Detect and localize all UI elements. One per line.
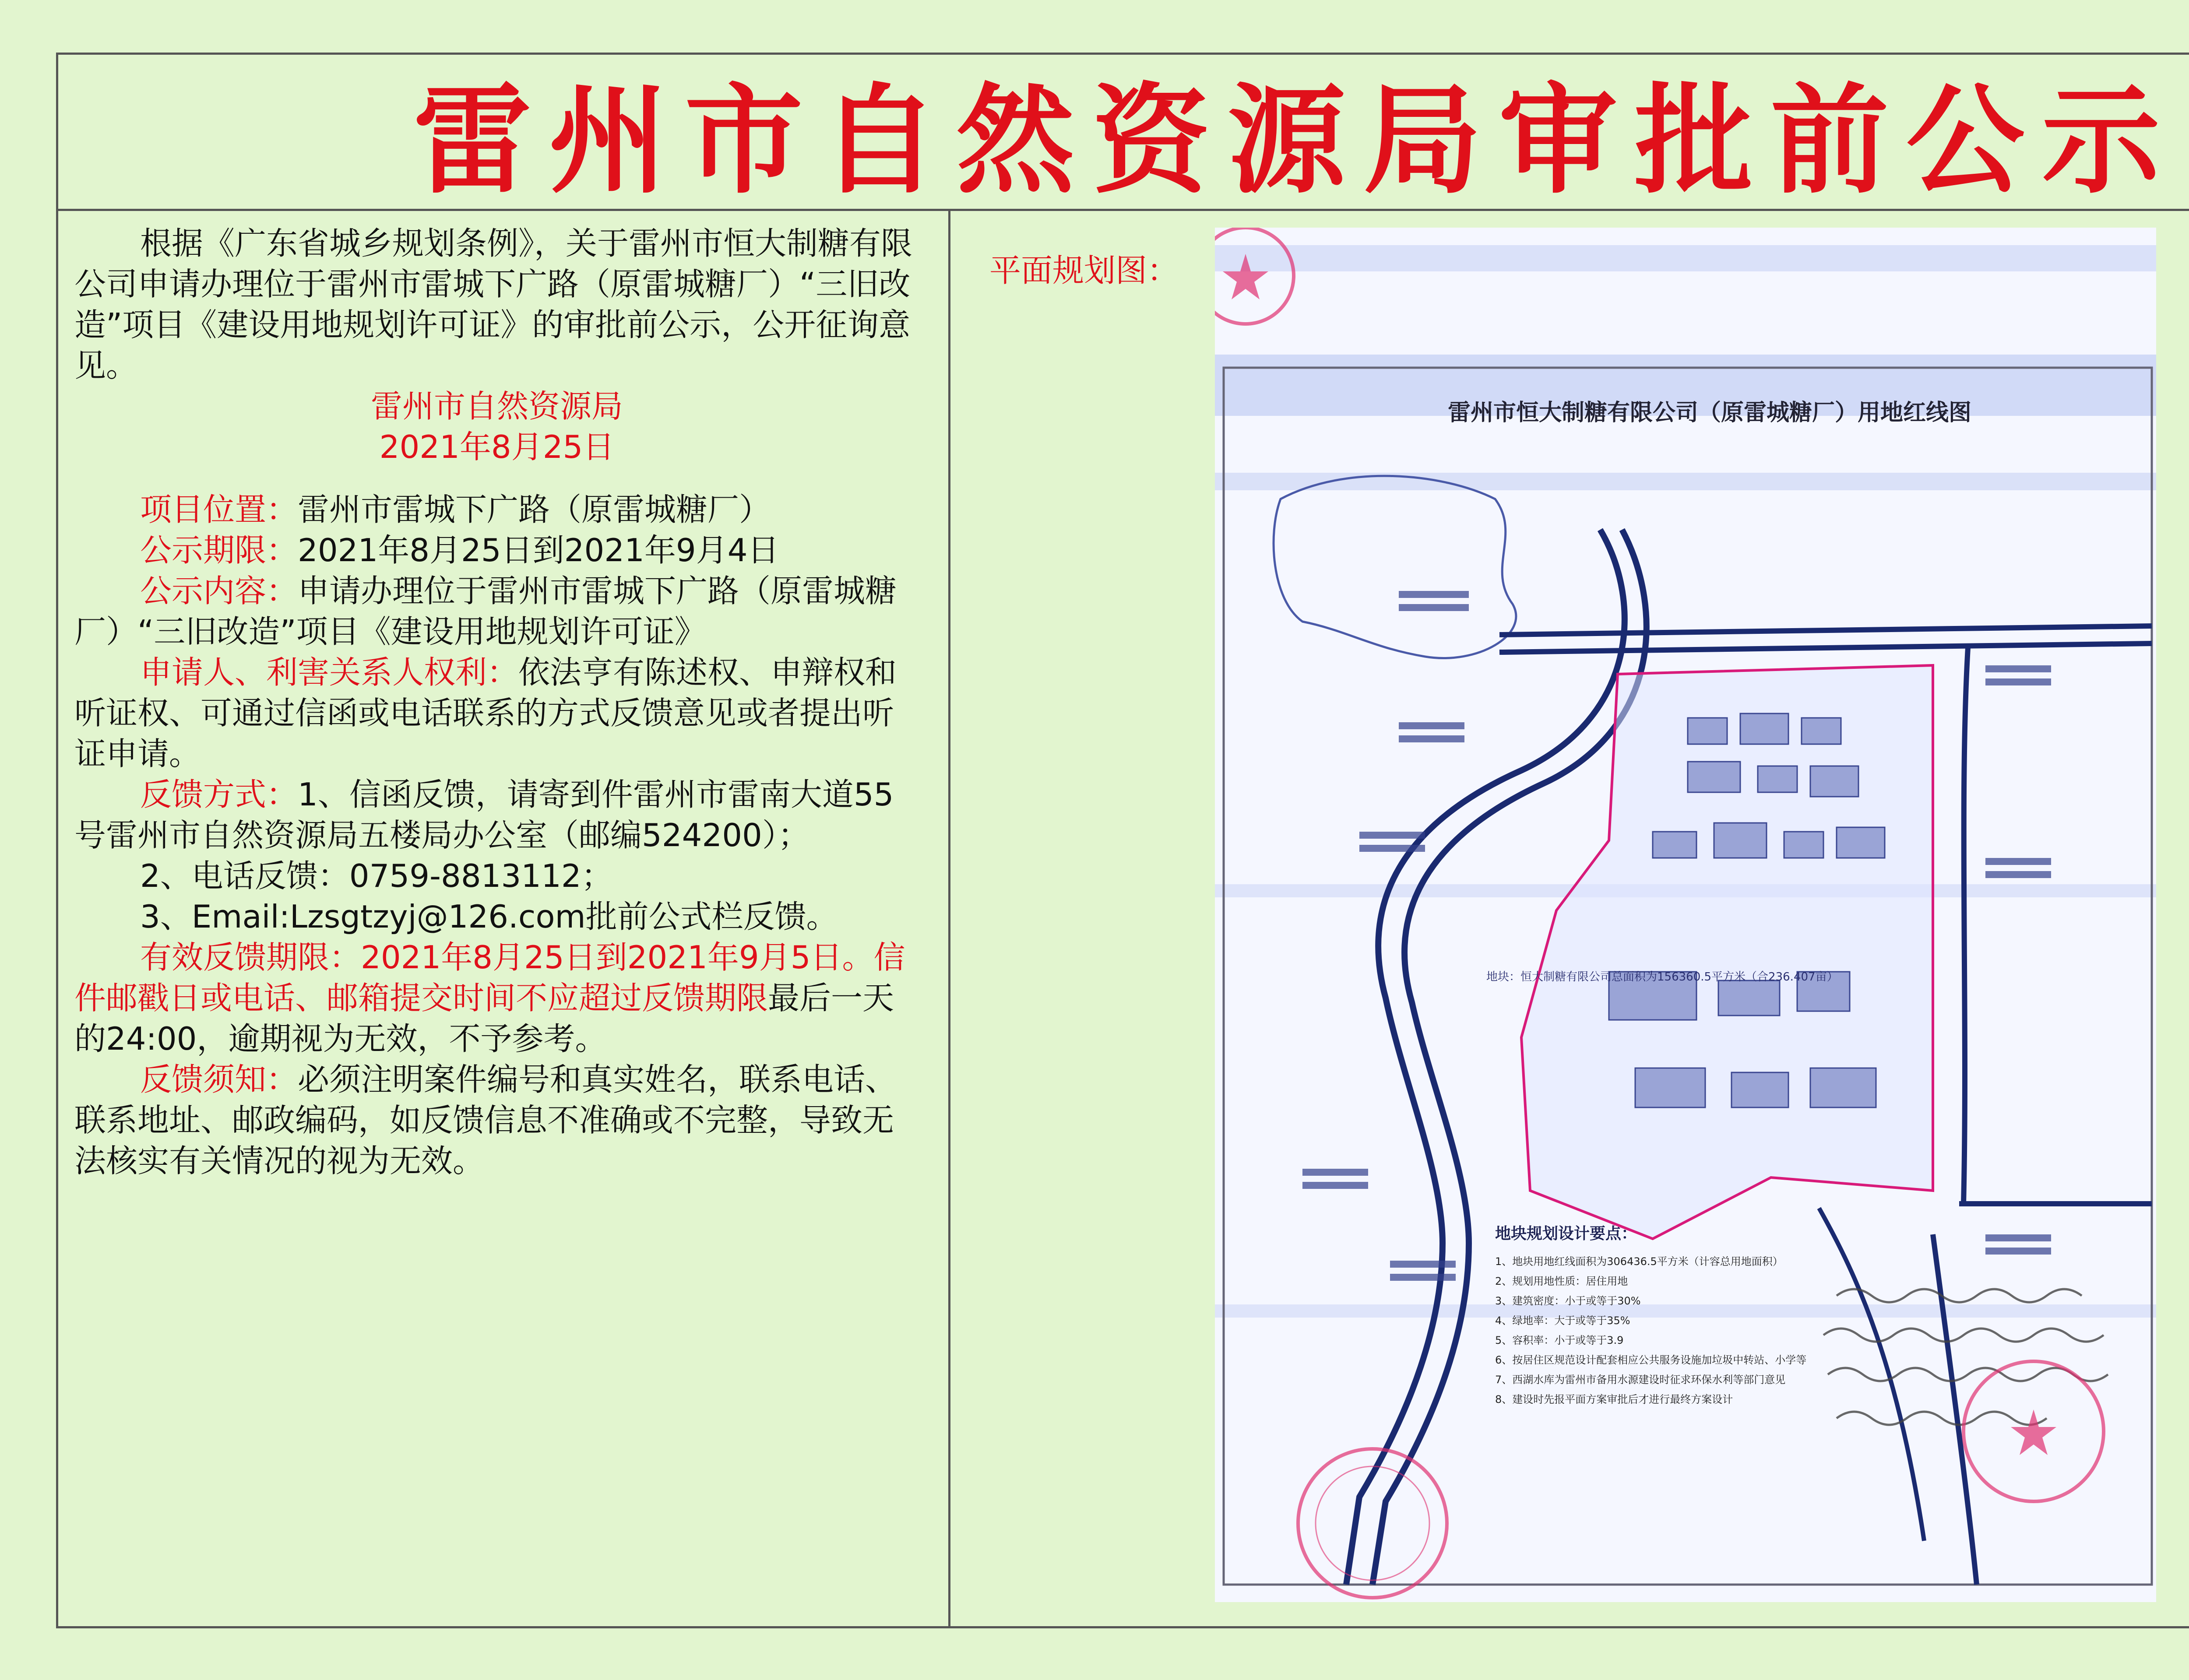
site-plan-map [1215,228,2156,1602]
design-point: 3、建筑密度：小于或等于30% [1495,1295,1641,1307]
rights-value: 依法亨有陈述权、申辩权和听证权、可通过信函或电话联系的方式反馈意见或者提出听证申请。 [74,654,897,772]
design-point: 1、地块用地红线面积为306436.5平方米（计容总用地面积） [1495,1255,1783,1268]
site-plan-scan [1215,228,2156,1602]
feedback-phone: 2、电话反馈：0759-8813112； [140,858,613,894]
design-heading: 地块规划设计要点： [1495,1225,1637,1243]
map-title: 雷州市恒大制糖有限公司（原雷城糖厂）用地红线图 [1447,400,1972,426]
notice-text-column [74,223,919,1181]
area-text: 地块：恒大制糖有限公司总面积为156360.5平方米（合236.407亩） [1486,970,1838,984]
content-paragraph [74,571,919,652]
notes-paragraph [74,1059,919,1181]
location-value: 雷州市雷城下广路（原雷城糖厂） [298,491,771,528]
period-paragraph [74,530,919,571]
design-point: 5、容积率：小于或等于3.9 [1495,1334,1624,1346]
design-point: 6、按居住区规范设计配套相应公共服务设施加垃圾中转站、小学等 [1495,1354,1807,1366]
feedback-label: 反馈方式： [140,776,298,813]
rights-label: 申请人、利害关系人权利： [140,654,519,691]
plan-label: 平面规划图： [989,252,1179,289]
content-value: 申请办理位于雷州市雷城下广路（原雷城糖厂）“三旧改造”项目《建设用地规划许可证》 [74,573,897,650]
period-value: 2021年8月25日到2021年9月4日 [298,532,779,569]
notes-label: 反馈须知： [140,1061,298,1098]
valid-period-value: 2021年8月25日到2021年9月5日。信件邮戳日或电话、邮箱提交时间不应超过反馈期限 [74,939,905,1016]
notes-value: 必须注明案件编号和真实姓名，联系电话、联系地址、邮政编码，如反馈信息不准确或不完整，导致无法核实有关情况的视为无效。 [74,1061,897,1179]
design-point: 8、建设时先报平面方案审批后才进行最终方案设计 [1495,1393,1733,1406]
location-label: 项目位置： [140,491,298,528]
feedback-mail: 1、信函反馈，请寄到件雷州市雷南大道55号雷州市自然资源局五楼局办公室（邮编524200）； [74,776,894,854]
valid-period-label: 有效反馈期限： [140,939,361,976]
issue-date: 2021年8月25日 [379,429,615,465]
spacer [74,467,919,489]
issuer-name: 雷州市自然资源局 [370,388,623,425]
design-point: 7、西湖水库为雷州市备用水源建设时征求环保水利等部门意见 [1495,1374,1786,1386]
feedback-paragraph [74,774,919,856]
location-paragraph [74,489,919,530]
rights-paragraph [74,652,919,774]
design-point: 2、规划用地性质：居住用地 [1495,1275,1628,1287]
valid-period-note: 最后一天的24:00，逾期视为无效，不予参考。 [74,980,894,1057]
valid-period-paragraph [74,937,919,1059]
title-bar [56,53,2189,211]
page-title: 雷州市自然资源局审批前公示 [413,71,2178,210]
feedback-email: 3、Email:Lzsgtzyj@126.com批前公式栏反馈。 [140,898,838,935]
column-divider [948,211,950,1628]
content-label: 公示内容： [140,573,298,609]
design-point: 4、绿地率：大于或等于35% [1495,1314,1630,1327]
period-label: 公示期限： [140,532,298,569]
intro-paragraph: 根据《广东省城乡规划条例》，关于雷州市恒大制糖有限公司申请办理位于雷州市雷城下广路（原雷城糖厂）“三旧改造”项目《建设用地规划许可证》的审批前公示，公开征询意见。 [74,225,913,384]
